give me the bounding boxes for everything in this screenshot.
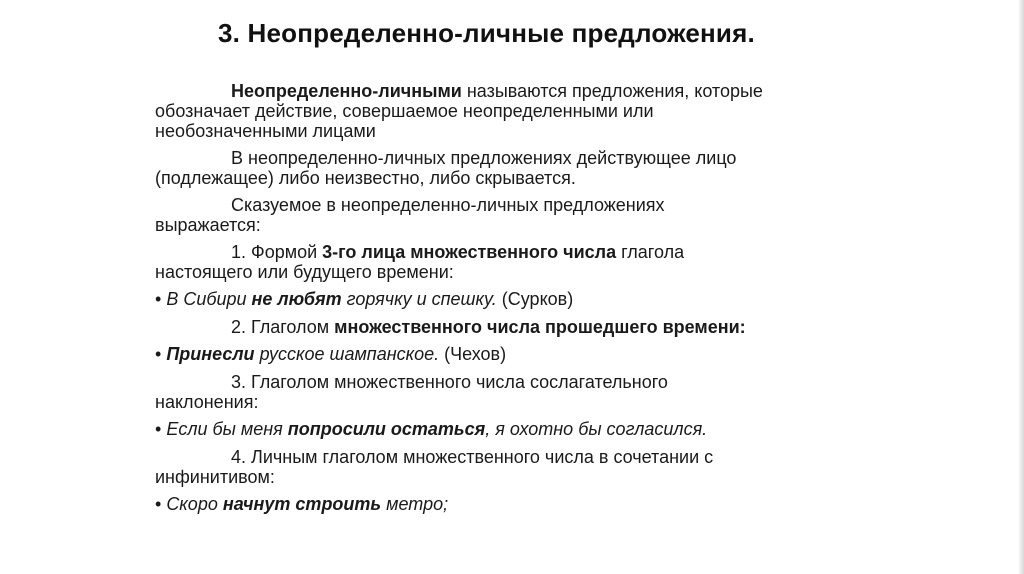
rule-item-1 <box>155 242 885 282</box>
rule-item-3-line-2: наклонения: <box>155 392 259 412</box>
definition-line-3: необозначенными лицами <box>155 121 376 141</box>
bullet: • <box>155 289 167 309</box>
definition-line-2: обозначает действие, совершаемое неопределенными или <box>155 101 654 121</box>
predicate-line-2: выражается: <box>155 215 261 235</box>
definition-line-1 <box>155 81 885 101</box>
rule-item-4-line-1: 4. Личным глаголом множественного числа в сочетании с <box>231 447 714 467</box>
example-3-part-c: , я охотно бы согласился. <box>485 419 708 439</box>
example-1-part-a: В Сибири <box>166 289 252 309</box>
definition-line-1-rest: называются предложения, которые <box>461 81 763 101</box>
rule-item-2-line-1 <box>155 317 885 337</box>
example-2 <box>155 344 885 364</box>
rule-item-1-bold: 3-го лица множественного числа <box>322 242 617 262</box>
subject-paragraph <box>155 148 885 188</box>
example-3-predicate: попросили остаться <box>287 419 486 439</box>
example-2-predicate: Принесли <box>166 344 255 364</box>
term: Неопределенно-личными <box>231 81 462 101</box>
definition-paragraph <box>155 81 885 141</box>
rule-item-1-pre: 1. Формой <box>231 242 323 262</box>
rule-item-1-line-1 <box>155 242 885 262</box>
rule-item-1-line-2: настоящего или будущего времени: <box>155 262 454 282</box>
rule-item-1-post: глагола <box>616 242 685 262</box>
example-1-part-c: горячку и спешку. <box>341 289 497 309</box>
subject-line-2: (подлежащее) либо неизвестно, либо скрывается. <box>155 168 576 188</box>
example-2-part-c: русское шампанское. <box>254 344 440 364</box>
example-3-part-a: Если бы меня <box>166 419 288 439</box>
example-1 <box>155 289 885 309</box>
rule-item-3 <box>155 372 885 412</box>
example-3 <box>155 419 885 439</box>
bullet: • <box>155 494 167 514</box>
rule-item-2-pre: 2. Глаголом <box>231 317 335 337</box>
slide-body <box>155 81 885 521</box>
rule-item-3-line-1: 3. Глаголом множественного числа сослагательного <box>231 372 668 392</box>
example-2-author: (Чехов) <box>439 344 507 364</box>
example-4-part-c: метро; <box>381 494 449 514</box>
predicate-paragraph <box>155 195 885 235</box>
slide-right-edge <box>1018 0 1024 574</box>
predicate-line-1: Сказуемое в неопределенно-личных предложениях <box>231 195 665 215</box>
bullet: • <box>155 344 167 364</box>
rule-item-2-bold: множественного числа прошедшего времени: <box>334 317 746 337</box>
subject-line-1: В неопределенно-личных предложениях действующее лицо <box>231 148 737 168</box>
example-1-predicate: не любят <box>251 289 342 309</box>
slide-title: 3. Неопределенно-личные предложения. <box>218 18 755 48</box>
rule-item-2 <box>155 317 885 337</box>
example-4-predicate: начнут строить <box>222 494 382 514</box>
rule-item-4 <box>155 447 885 487</box>
example-1-author: (Сурков) <box>496 289 574 309</box>
example-4 <box>155 494 885 514</box>
rule-item-4-line-2: инфинитивом: <box>155 467 275 487</box>
example-4-part-a: Скоро <box>166 494 223 514</box>
bullet: • <box>155 419 167 439</box>
